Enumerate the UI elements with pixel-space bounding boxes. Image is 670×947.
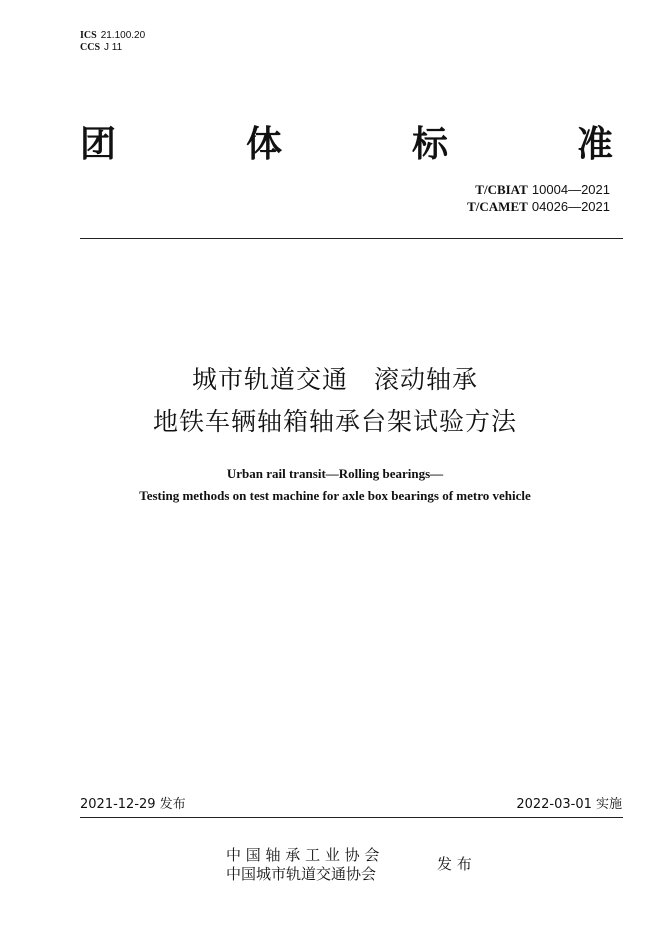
- issue-date: 2021-12-29 发布: [80, 797, 186, 812]
- ccs-label: CCS: [80, 42, 101, 53]
- document-type-heading: [80, 122, 615, 172]
- chinese-title-line-2: 地铁车辆轴箱轴承台架试验方法: [152, 407, 517, 436]
- doc-type-char: 标: [412, 124, 449, 165]
- doc-type-char: 体: [246, 124, 283, 165]
- header-divider: [80, 238, 623, 239]
- doc-type-char: 准: [577, 124, 614, 165]
- publisher-org: 中 国 轴 承 工 业 协 会: [226, 846, 380, 864]
- ccs-code: [80, 42, 145, 54]
- standard-numbers: [467, 182, 610, 216]
- english-title-line-2: Testing methods on test machine for axle box bearings of metro vehicle: [139, 488, 531, 503]
- ics-code: [80, 30, 145, 42]
- ccs-value: J 11: [104, 42, 123, 53]
- ics-value: 21.100.20: [100, 30, 146, 41]
- footer-divider: [80, 817, 623, 818]
- classification-codes: [80, 30, 145, 54]
- standard-number: [467, 182, 610, 199]
- publisher-organizations: [226, 846, 379, 884]
- standard-code: 04026—2021: [531, 199, 610, 214]
- standard-prefix: T/CBIAT: [475, 182, 528, 197]
- standard-number: [467, 199, 610, 216]
- standard-code: 10004—2021: [531, 182, 610, 197]
- implementation-date: 2022-03-01 实施: [516, 797, 622, 812]
- english-title-line-1: Urban rail transit—Rolling bearings—: [226, 466, 444, 481]
- publisher-org: 中国城市轨道交通协会: [226, 865, 377, 883]
- chinese-title-line-1: 城市轨道交通 滚动轴承: [191, 365, 478, 394]
- publish-label: 发 布: [437, 855, 472, 873]
- ics-label: ICS: [80, 30, 97, 41]
- doc-type-char: 团: [80, 124, 117, 165]
- standard-prefix: T/CAMET: [467, 199, 528, 214]
